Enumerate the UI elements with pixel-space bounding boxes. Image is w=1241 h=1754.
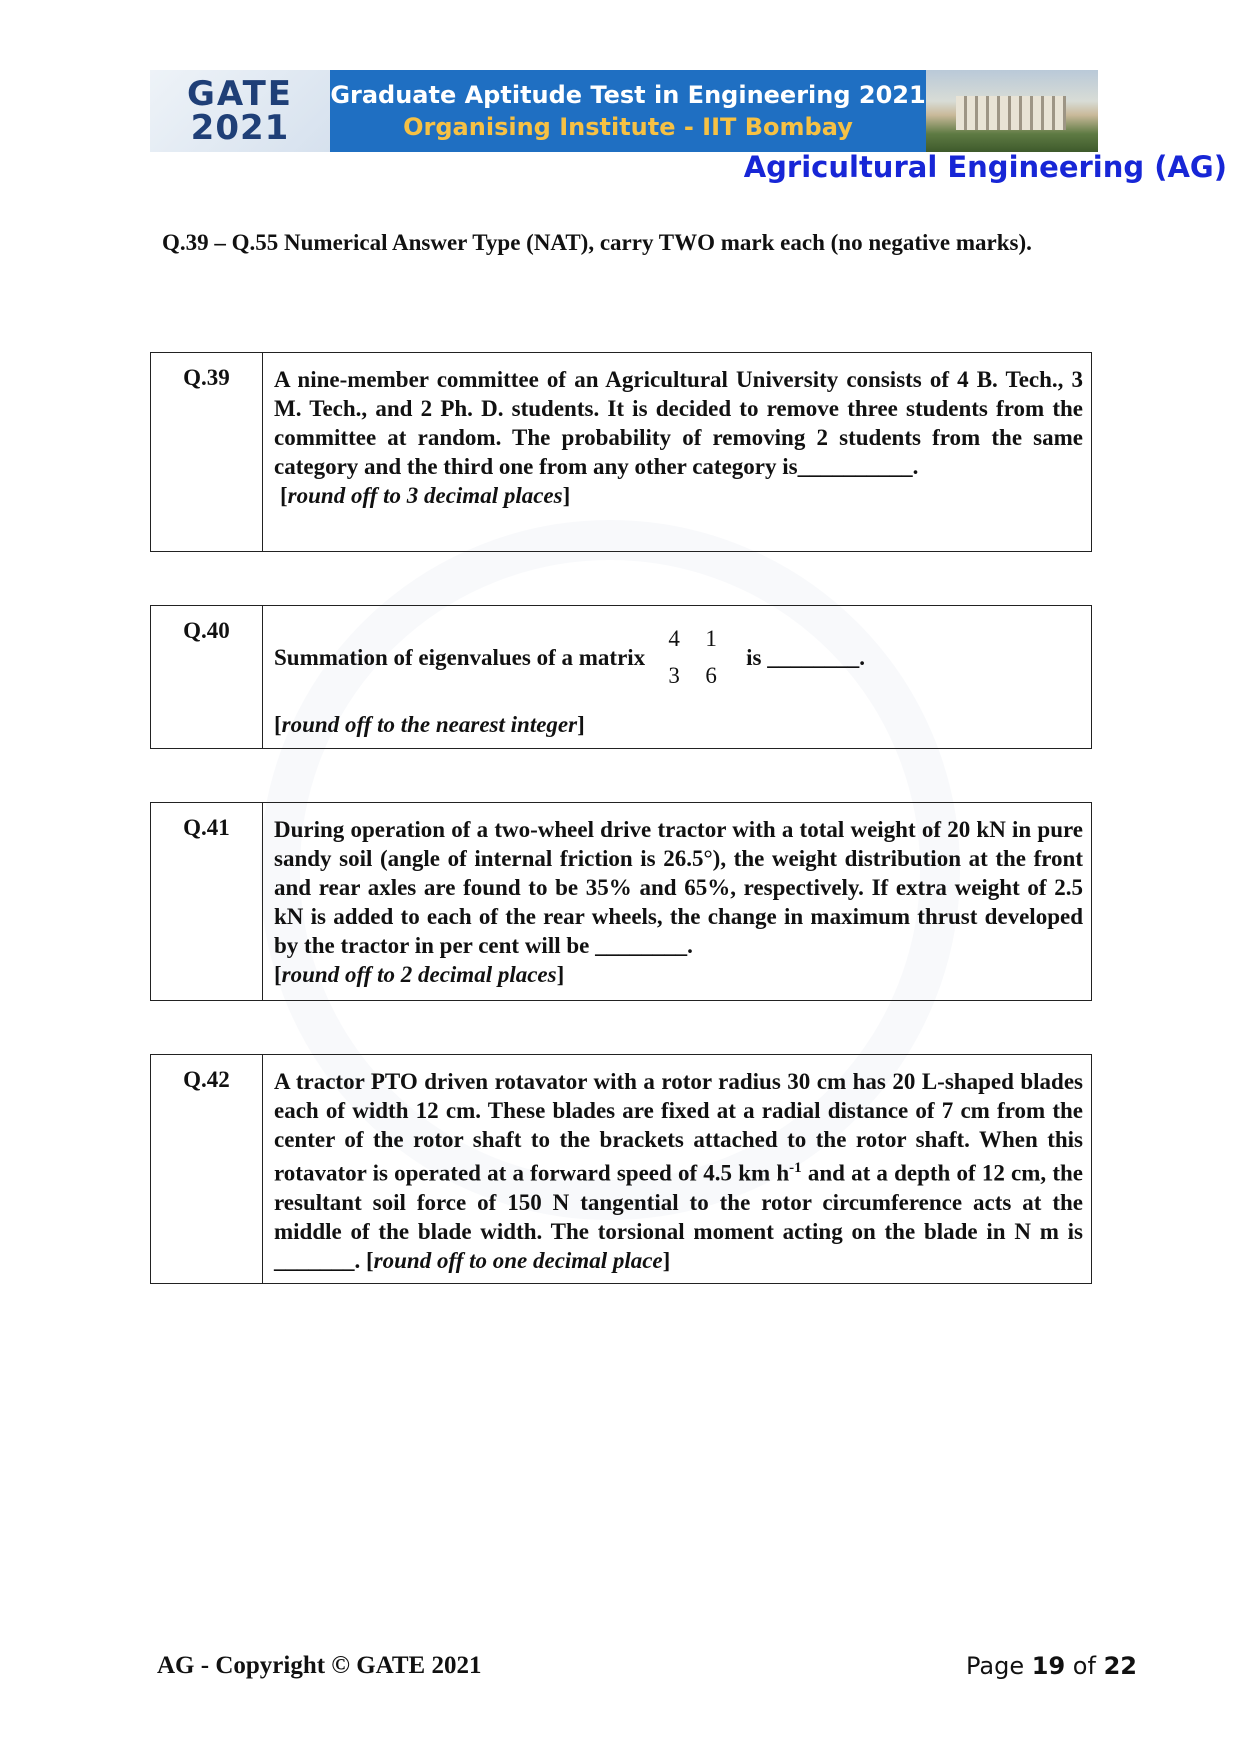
question-number: Q.42 <box>151 1055 263 1283</box>
banner-text <box>330 70 926 152</box>
matrix-cell: 6 <box>705 663 717 688</box>
question-body: Summation of eigenvalues of a matrix 4 1 3 6 is ________. [round off to the nearest integer] <box>274 626 866 737</box>
question-number: Q.41 <box>151 803 263 1000</box>
logo-line2: 2021 <box>190 108 290 148</box>
superscript: -1 <box>789 1160 802 1176</box>
question-box-39 <box>150 352 1092 552</box>
question-body: A tractor PTO driven rotavator with a rotor radius 30 cm has 20 L-shaped blades each of width 12 cm. These blades are fixed at a radial distance of 7 cm from the center of the rotor shaft to the brackets attached to the rotor shaft. When this rotavator is operated at a forward speed of 4.5 km $h^{-1}$ and at a depth of 12 cm, the resultant soil force of 150 N tangential to the rotor circumference acts at the middle of the blade width. The torsional moment acting on the blade in N m is _______. [round off to one decimal place] <box>274 1069 1083 1273</box>
logo-line1: GATE <box>187 74 293 114</box>
question-text: A nine-member committee of an Agricultural University consists of 4 B. Tech., 3 M. Tech., and 2 Ph. D. students. It is decided to remove three students from the committee at random. The probability of removing 2 students from the same category and the third one from any other category is__________. <box>274 367 1083 479</box>
matrix <box>663 624 722 690</box>
banner-title: Graduate Aptitude Test in Engineering 2021 <box>330 81 926 109</box>
gate-banner <box>150 70 1098 152</box>
subject-title: Agricultural Engineering (AG) <box>743 150 1227 184</box>
question-text: During operation of a two-wheel drive tractor with a total weight of 20 kN in pure sandy soil (angle of internal friction is 26.5°), the weight distribution at the front and rear axles are found to be 35% and 65%, respectively. If extra weight of 2.5 kN is added to each of the rear wheels, the change in maximum thrust developed by the tractor in per cent will be ________. <box>274 817 1083 958</box>
question-text-tail: is ________. <box>746 644 866 670</box>
matrix-cell: 1 <box>705 626 717 651</box>
question-body: A nine-member committee of an Agricultural University consists of 4 B. Tech., 3 M. Tech., and 2 Ph. D. students. It is decided to remove three students from the committee at random. The probability of removing 2 students from the same category and the third one from any other category is__________. [round off to 3 decimal places] <box>274 367 1083 508</box>
question-number: Q.39 <box>151 353 263 551</box>
question-box-42 <box>150 1054 1092 1284</box>
matrix-cell: 3 <box>668 663 680 688</box>
question-text: A tractor PTO driven rotavator with a rotor radius 30 cm has 20 L-shaped blades each of width 12 cm. These blades are fixed at a radial distance of 7 cm from the center of the rotor shaft to the brackets attached to the rotor shaft. When this rotavator is operated at a forward speed of 4.5 km h <box>274 1069 1083 1186</box>
page-word: Page <box>966 1652 1025 1680</box>
question-body: During operation of a two-wheel drive tractor with a total weight of 20 kN in pure sandy soil (angle of internal friction is 26.5°), the weight distribution at the front and rear axles are found to be 35% and 65%, respectively. If extra weight of 2.5 kN is added to each of the rear wheels, the change in maximum thrust developed by the tractor in per cent will be ________. [round off to 2 decimal places] <box>274 817 1083 987</box>
question-text-tail: and at a depth of 12 cm, the resultant soil force of 150 N tangential to the rotor circumference acts at the middle of the blade width. The torsional moment acting on the blade in N m is _______. <box>274 1160 1083 1273</box>
question-number: Q.40 <box>151 606 263 748</box>
question-text: Summation of eigenvalues of a matrix <box>274 644 646 670</box>
question-box-40 <box>150 605 1092 749</box>
rounding-note: round off to 3 decimal places <box>287 483 563 508</box>
rounding-note: round off to the nearest integer <box>281 712 578 737</box>
rounding-note: round off to 2 decimal places <box>281 962 557 987</box>
matrix-cell: 4 <box>668 626 680 651</box>
page-total: 22 <box>1103 1652 1137 1680</box>
rounding-note: round off to one decimal place <box>373 1247 663 1273</box>
gate-logo <box>150 70 330 152</box>
page-number <box>966 1652 1137 1680</box>
page-current: 19 <box>1031 1652 1066 1680</box>
banner-subtitle: Organising Institute - IIT Bombay <box>403 113 853 141</box>
institute-photo <box>926 70 1098 152</box>
page-of: of <box>1072 1652 1096 1680</box>
copyright: AG - Copyright © GATE 2021 <box>157 1652 482 1679</box>
section-heading: Q.39 – Q.55 Numerical Answer Type (NAT), carry TWO mark each (no negative marks). <box>162 230 1032 255</box>
question-box-41 <box>150 802 1092 1001</box>
